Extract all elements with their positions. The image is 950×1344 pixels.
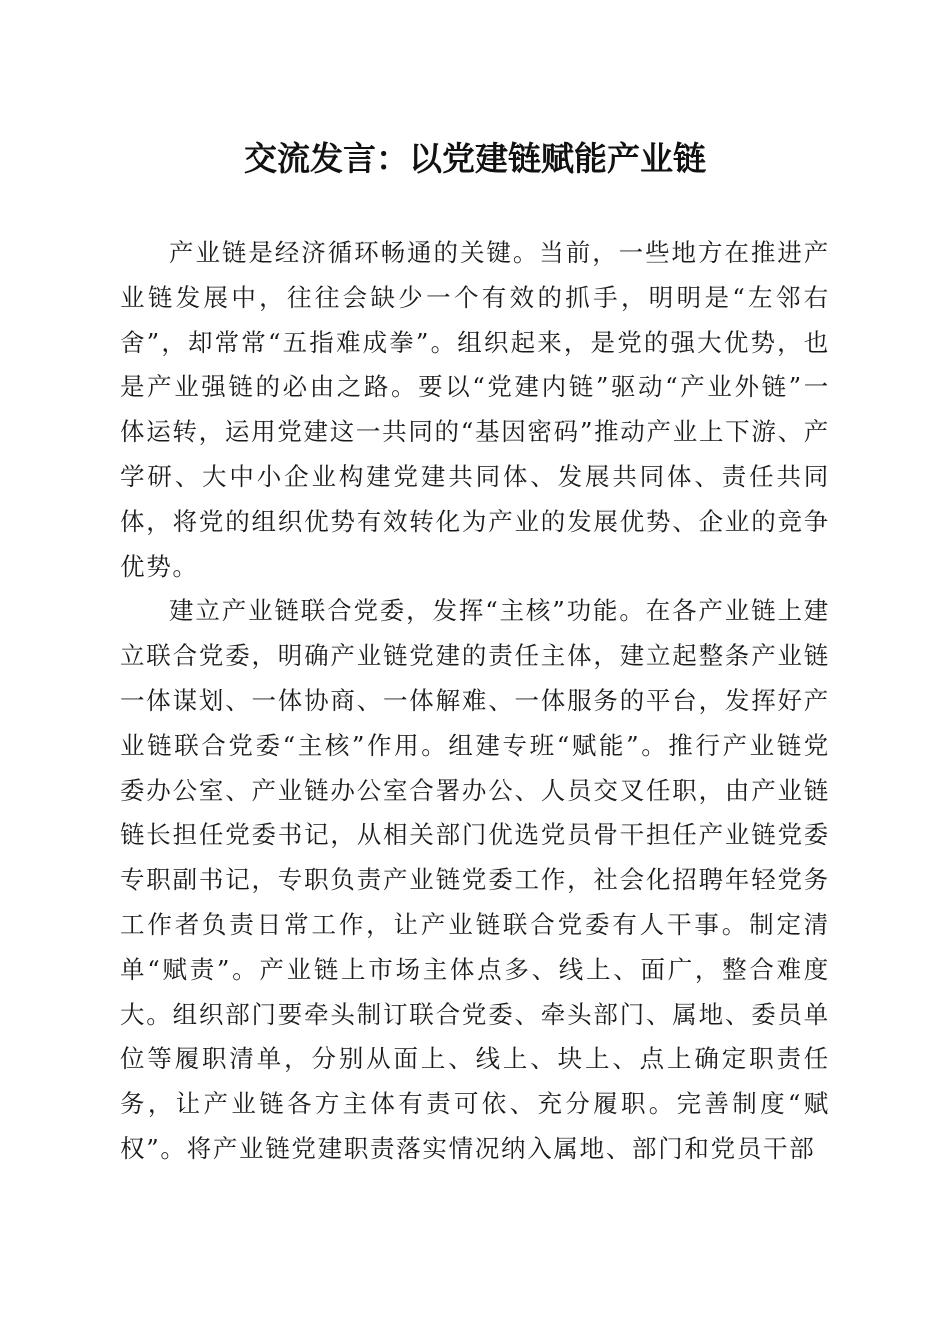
paragraph-joint-party-committee: 建立产业链联合党委，发挥“主核”功能。在各产业链上建立联合党委，明确产业链党建的责任主体，建立起整条产业链一体谋划、一体协商、一体解难、一体服务的平台，发挥好产业链联合党委“主核”作用。组建专班“赋能”。推行产业链党委办公室、产业链办公室合署办公、人员交叉任职，由产业链链长担任党委书记，从相关部门优选党员骨干担任产业链党委专职副书记，专职负责产业链党委工作，社会化招聘年轻党务工作者负责日常工作，让产业链联合党委有人干事。制定清单“赋责”。产业链上市场主体点多、线上、面广，整合难度大。组织部门要牵头制订联合党委、牵头部门、属地、委员单位等履职清单，分别从面上、线上、块上、点上确定职责任务，让产业链各方主体有责可依、充分履职。完善制度“赋权”。将产业链党建职责落实情况纳入属地、部门和党员干部 bbox=[120, 596, 830, 1163]
document-body bbox=[120, 231, 830, 1172]
document-title: 交流发言：以党建链赋能产业链 bbox=[244, 139, 706, 178]
paragraph-intro: 产业链是经济循环畅通的关键。当前，一些地方在推进产业链发展中，往往会缺少一个有效的抓手，明明是“左邻右舍”，却常常“五指难成拳”。组织起来，是党的强大优势，也是产业强链的必由之路。要以“党建内链”驱动“产业外链”一体运转，运用党建这一共同的“基因密码”推动产业上下游、产学研、大中小企业构建党建共同体、发展共同体、责任共同体，将党的组织优势有效转化为产业的发展优势、企业的竞争优势。 bbox=[120, 238, 830, 581]
